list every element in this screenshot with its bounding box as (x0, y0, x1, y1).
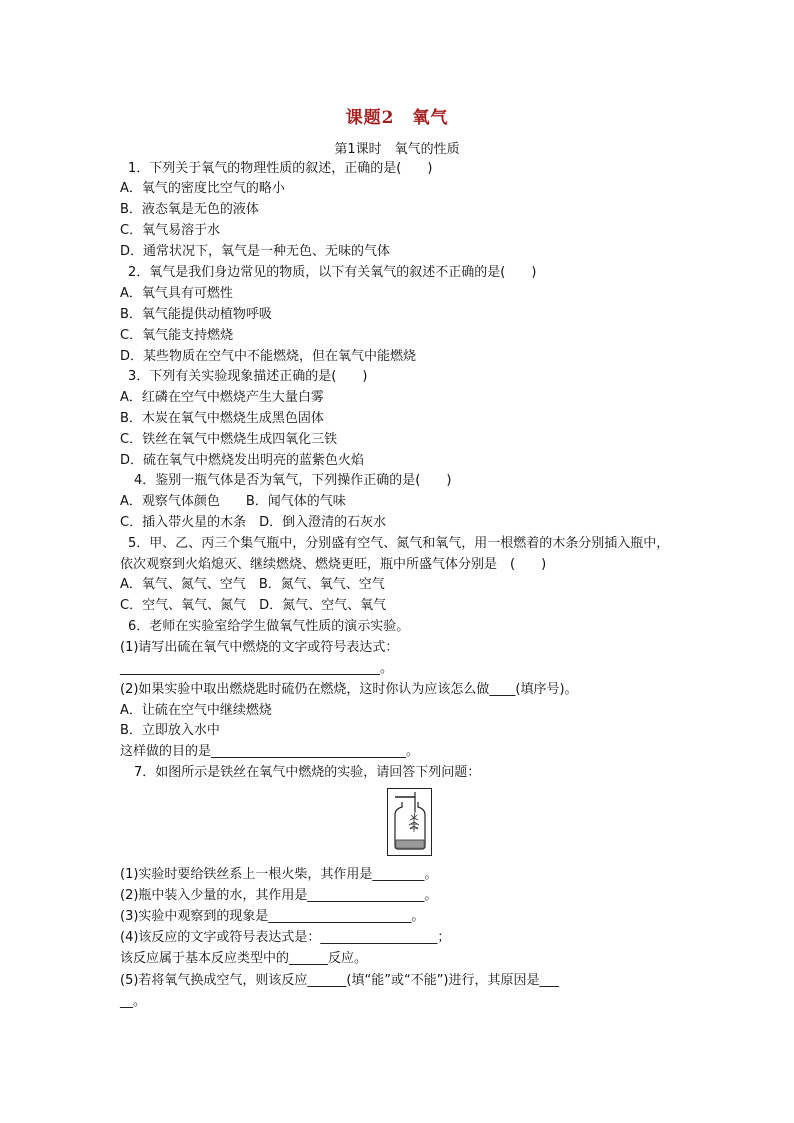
text-line: 4．鉴别一瓶气体是否为氧气，下列操作正确的是( ) (134, 473, 452, 488)
text-line: A．红磷在空气中燃烧产生大量白雾 (120, 390, 324, 405)
text-line: 依次观察到火焰熄灭、继续燃烧、燃烧更旺，瓶中所盛气体分别是 ( ) (120, 557, 547, 572)
text-line: (1)请写出硫在氧气中燃烧的文字或符号表达式： (120, 640, 399, 655)
text-line: (2)瓶中装入少量的水，其作用是__________________。 (120, 888, 438, 903)
text-line: 5．甲、乙、丙三个集气瓶中，分别盛有空气、氮气和氧气，用一根燃着的木条分别插入瓶中， (128, 536, 670, 551)
text-line: 3．下列有关实验现象描述正确的是( ) (128, 369, 368, 384)
text-line: (4)该反应的文字或符号表达式是：__________________； (120, 930, 451, 945)
text-line: C．插入带火星的木条 D．倒入澄清的石灰水 (120, 515, 387, 530)
iron-wire-combustion-figure (387, 788, 432, 856)
text-line: B．木炭在氧气中燃烧生成黑色固体 (120, 411, 324, 426)
text-line: 2．氧气是我们身边常见的物质，以下有关氧气的叙述不正确的是( ) (128, 265, 537, 280)
text-line: 1．下列关于氧气的物理性质的叙述，正确的是( ) (128, 161, 433, 176)
text-line: D．硫在氧气中燃烧发出明亮的蓝紫色火焰 (120, 453, 365, 468)
text-line: B．立即放入水中 (120, 723, 220, 738)
text-line: A．观察气体颜色 B．闻气体的气味 (120, 494, 346, 509)
text-line: C．空气、氧气、氮气 D．氮气、空气、氧气 (120, 598, 387, 613)
text-line: __。 (120, 994, 147, 1009)
text-line: 这样做的目的是______________________________。 (120, 744, 420, 759)
text-line: (3)实验中观察到的现象是______________________。 (120, 909, 425, 924)
text-line: D．通常状况下，氧气是一种无色、无味的气体 (120, 244, 391, 259)
page-subtitle: 第1课时 氧气的性质 (334, 142, 460, 157)
text-line: 7．如图所示是铁丝在氧气中燃烧的实验，请回答下列问题： (134, 765, 481, 780)
text-line: 6．老师在实验室给学生做氧气性质的演示实验。 (128, 619, 410, 634)
text-line: B．氧气能提供动植物呼吸 (120, 307, 272, 322)
text-line: C．铁丝在氧气中燃烧生成四氧化三铁 (120, 432, 338, 447)
text-line: (5)若将氧气换成空气，则该反应______(填“能”或“不能”)进行，其原因是___ (120, 973, 559, 988)
text-line: ________________________________________。 (120, 661, 393, 676)
text-line: A．氧气、氮气、空气 B．氮气、氧气、空气 (120, 577, 385, 592)
page-title: 课题2 氧气 (345, 108, 449, 128)
text-line: (2)如果实验中取出燃烧匙时硫仍在燃烧，这时你认为应该怎么做____(填序号)。 (120, 682, 578, 697)
text-line: A．氧气的密度比空气的略小 (120, 181, 285, 196)
text-line: B．液态氧是无色的液体 (120, 202, 259, 217)
text-line: D．某些物质在空气中不能燃烧，但在氧气中能燃烧 (120, 349, 417, 364)
text-line: (1)实验时要给铁丝系上一根火柴，其作用是________。 (120, 867, 438, 882)
text-line: A．氧气具有可燃性 (120, 286, 233, 301)
text-line: 该反应属于基本反应类型中的______反应。 (120, 951, 368, 966)
text-line: C．氧气易溶于水 (120, 223, 221, 238)
text-line: C．氧气能支持燃烧 (120, 328, 234, 343)
text-line: A．让硫在空气中继续燃烧 (120, 703, 272, 718)
